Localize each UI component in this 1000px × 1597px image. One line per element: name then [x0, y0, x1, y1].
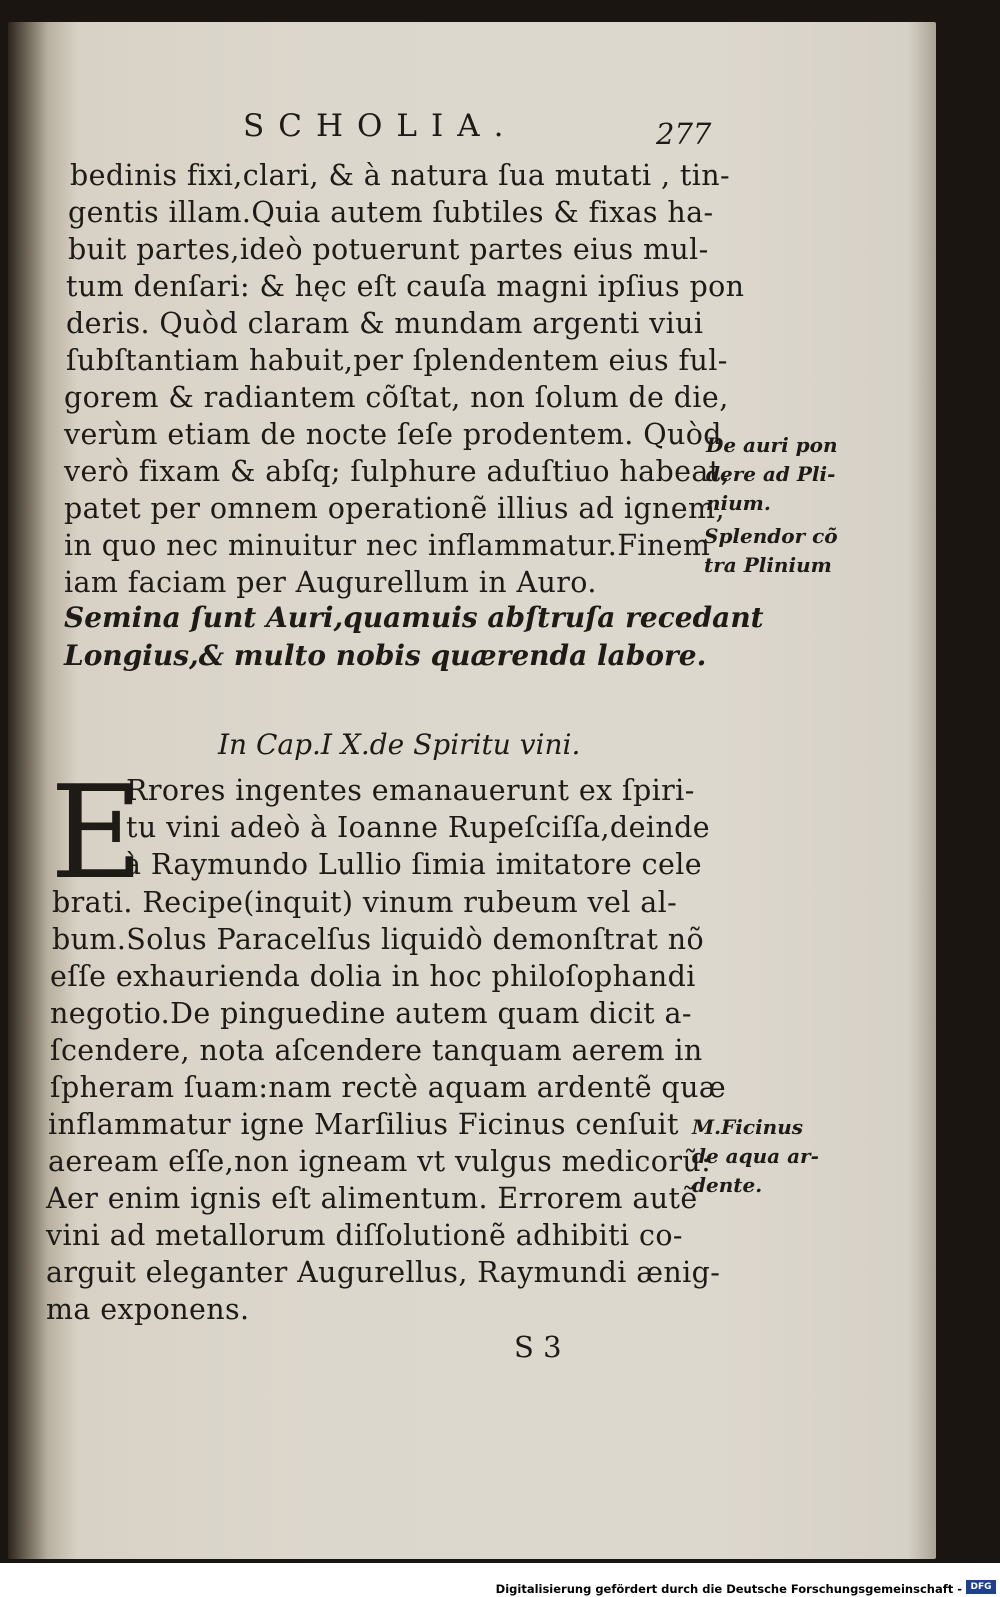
margin-note-line: Splendor cõ: [704, 524, 838, 548]
body-line: verùm etiam de nocte ſeſe prodentem. Quòd: [64, 418, 722, 451]
margin-note-line: nium.: [706, 491, 771, 515]
body-line: tu vini adeò à Ioanne Rupeſciſſa,deinde: [126, 811, 711, 844]
margin-note-line: dente.: [692, 1173, 763, 1197]
body-line: verò fixam & abſq; ſulphure aduſtiuo habeat,: [64, 455, 731, 488]
body-line: gorem & radiantem cõſtat, non ſolum de die,: [64, 381, 729, 414]
dfg-logo: DFG: [966, 1580, 996, 1594]
body-line: deris. Quòd claram & mundam argenti viui: [66, 307, 704, 340]
body-line: in quo nec minuitur nec inflammatur.Finem: [64, 529, 711, 562]
body-line: vini ad metallorum diſſolutionẽ adhibiti co-: [46, 1219, 683, 1252]
verse-line: Longius,& multo nobis quærenda labore.: [64, 639, 707, 672]
body-line: iam faciam per Augurellum in Auro.: [64, 566, 597, 599]
body-line: ſcendere, nota aſcendere tanquam aerem in: [50, 1034, 703, 1067]
margin-note-line: tra Plinium: [704, 553, 832, 577]
margin-note-line: De auri pon: [706, 433, 838, 457]
body-line: Rrores ingentes emanauerunt ex ſpiri-: [126, 774, 695, 807]
body-line: brati. Recipe(inquit) vinum rubeum vel al-: [52, 886, 678, 919]
body-line: Aer enim ignis eſt alimentum. Errorem autẽ: [46, 1182, 698, 1215]
page-number: 277: [656, 117, 712, 151]
body-line: tum denſari: & hęc eſt cauſa magni ipſius pon: [66, 270, 745, 303]
digitization-credit: Digitalisierung gefördert durch die Deutsche Forschungsgemeinschaft -: [495, 1582, 962, 1596]
body-line: negotio.De pinguedine autem quam dicit a-: [50, 997, 692, 1030]
body-line: aeream eſſe,non igneam vt vulgus medicorũ:: [48, 1145, 712, 1178]
body-line: ſubſtantiam habuit,per ſplendentem eius ful-: [66, 344, 728, 377]
margin-note-line: de aqua ar-: [692, 1144, 819, 1168]
body-line: inflammatur igne Marſilius Ficinus cenſuit: [48, 1108, 679, 1141]
body-line: à Raymundo Lullio ſimia imitatore cele: [124, 848, 703, 881]
signature-mark: S 3: [514, 1330, 562, 1364]
body-line: arguit eleganter Augurellus, Raymundi ænig-: [46, 1256, 721, 1289]
body-line: buit partes,ideò potuerunt partes eius mul-: [68, 233, 709, 266]
body-line: gentis illam.Quia autem ſubtiles & fixas ha-: [68, 196, 714, 229]
body-line: bum.Solus Paracelſus liquidò demonſtrat nõ: [52, 923, 705, 956]
drop-cap-initial: E: [50, 759, 144, 908]
body-line: bedinis fixi,clari, & à natura ſua mutati , tin-: [70, 159, 731, 192]
body-line: ma exponens.: [46, 1293, 250, 1326]
body-line: eſſe exhaurienda dolia in hoc philoſophandi: [50, 960, 696, 993]
verse-line: Semina ſunt Auri,quamuis abſtruſa recedant: [64, 601, 764, 634]
body-line: patet per omnem operationẽ illius ad ignem,: [64, 492, 725, 525]
running-header-title: SCHOLIA.: [243, 108, 518, 144]
margin-note-line: M.Ficinus: [692, 1115, 804, 1139]
margin-note-line: dere ad Pli-: [706, 462, 836, 486]
chapter-heading: In Cap.I X.de Spiritu vini.: [218, 728, 581, 761]
body-line: ſpheram ſuam:nam rectè aquam ardentẽ quæ: [50, 1071, 727, 1104]
